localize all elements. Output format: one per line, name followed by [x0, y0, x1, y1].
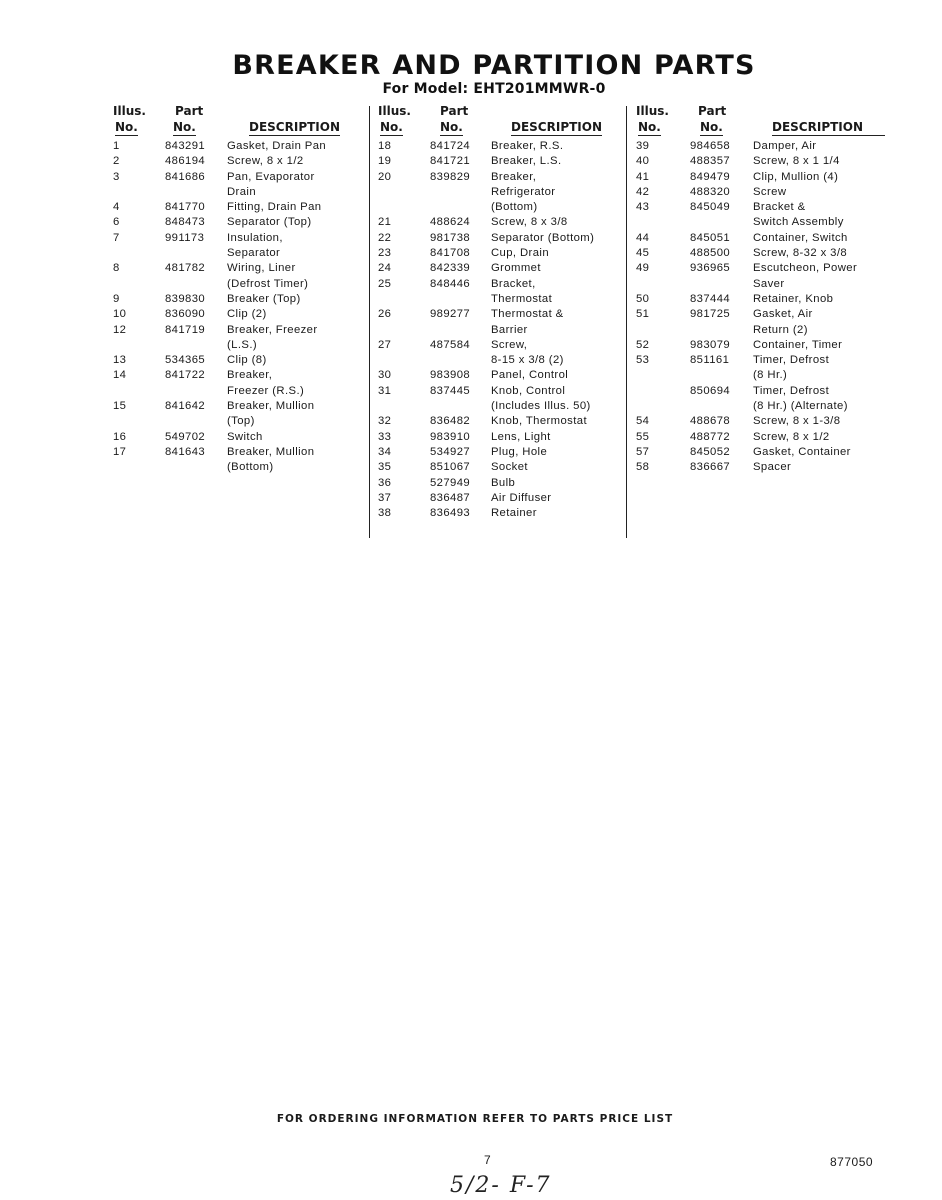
part-header-line1: Part [175, 104, 204, 118]
part-row [113, 215, 368, 230]
part-description: Pan, Evaporator [227, 170, 315, 183]
part-row [378, 231, 623, 246]
part-number: 845049 [690, 201, 731, 214]
illus-number: 16 [113, 430, 127, 443]
part-number: 845051 [690, 231, 731, 244]
part-header-line1: Part [440, 104, 469, 118]
part-row [636, 368, 896, 383]
part-row [378, 215, 623, 230]
part-description: Air Diffuser [491, 491, 552, 504]
part-row [113, 185, 368, 200]
part-description: Gasket, Air [753, 308, 813, 321]
part-description: (Defrost Timer) [227, 277, 309, 290]
part-description: Retainer [491, 507, 537, 520]
part-row [378, 445, 623, 460]
part-row [636, 231, 896, 246]
part-row [113, 338, 368, 353]
part-row [378, 292, 623, 307]
part-description: Timer, Defrost [753, 384, 830, 397]
part-number: 488772 [690, 430, 731, 443]
illus-number: 38 [378, 507, 392, 520]
part-row [378, 200, 623, 215]
illus-number: 8 [113, 262, 120, 275]
part-description: Knob, Thermostat [491, 415, 587, 428]
illus-number: 12 [113, 323, 127, 336]
description-header: DESCRIPTION [511, 120, 603, 134]
part-number: 841721 [430, 155, 471, 168]
column-header [636, 104, 896, 138]
part-row [113, 170, 368, 185]
part-description: Clip (8) [227, 354, 267, 367]
illus-number: 58 [636, 461, 650, 474]
illus-number: 21 [378, 216, 392, 229]
part-number: 837445 [430, 384, 471, 397]
part-description: Screw, 8 x 1-3/8 [753, 415, 841, 428]
description-header: DESCRIPTION [772, 120, 885, 136]
part-number: 981725 [690, 308, 731, 321]
part-number: 836487 [430, 491, 471, 504]
part-number: 841708 [430, 247, 471, 260]
parts-column-1 [113, 104, 368, 476]
illus-header-line2: No. [115, 120, 138, 134]
part-number: 981738 [430, 231, 471, 244]
part-row [378, 154, 623, 169]
illus-header-line1: Illus. [636, 104, 669, 118]
part-description: Saver [753, 277, 785, 290]
part-description: Grommet [491, 262, 541, 275]
part-description: Bracket & [753, 201, 806, 214]
part-row [378, 185, 623, 200]
illus-number: 20 [378, 170, 392, 183]
part-row [113, 353, 368, 368]
parts-list [113, 139, 368, 476]
part-row [113, 231, 368, 246]
part-description: 8-15 x 3/8 (2) [491, 354, 564, 367]
part-description: Timer, Defrost [753, 354, 830, 367]
part-row [113, 200, 368, 215]
part-description: Thermostat [491, 292, 553, 305]
part-description: (Bottom) [491, 201, 538, 214]
part-description: Lens, Light [491, 430, 551, 443]
illus-number: 57 [636, 445, 650, 458]
parts-column-2 [378, 104, 623, 521]
part-number: 841642 [165, 400, 206, 413]
parts-list [378, 139, 623, 521]
column-divider [369, 106, 370, 538]
part-row [636, 307, 896, 322]
illus-number: 19 [378, 155, 392, 168]
part-number: 488624 [430, 216, 471, 229]
illus-number: 3 [113, 170, 120, 183]
part-description: Container, Timer [753, 338, 843, 351]
part-number: 836482 [430, 415, 471, 428]
illus-number: 31 [378, 384, 392, 397]
part-number: 534365 [165, 354, 206, 367]
illus-number: 13 [113, 354, 127, 367]
part-number: 488500 [690, 247, 731, 260]
illus-number: 25 [378, 277, 392, 290]
part-row [113, 154, 368, 169]
part-row [636, 399, 896, 414]
part-description: Gasket, Container [753, 445, 851, 458]
part-row [113, 246, 368, 261]
illus-number: 18 [378, 140, 392, 152]
part-row [378, 430, 623, 445]
part-row [378, 170, 623, 185]
part-number: 836493 [430, 507, 471, 520]
illus-number: 55 [636, 430, 650, 443]
document-number: 877050 [830, 1155, 874, 1169]
part-number: 849479 [690, 170, 731, 183]
part-row [636, 185, 896, 200]
part-description: Clip (2) [227, 308, 267, 321]
illus-number: 32 [378, 415, 392, 428]
illus-number: 45 [636, 247, 650, 260]
part-number: 850694 [690, 384, 731, 397]
part-description: Damper, Air [753, 140, 817, 152]
part-description: Socket [491, 461, 528, 474]
illus-number: 40 [636, 155, 650, 168]
illus-number: 35 [378, 461, 392, 474]
part-row [378, 476, 623, 491]
part-row [113, 445, 368, 460]
part-description: Breaker, L.S. [491, 155, 562, 168]
part-description: Screw, 8 x 1/2 [227, 155, 304, 168]
part-description: (8 Hr.) (Alternate) [753, 400, 848, 413]
illus-number: 30 [378, 369, 392, 382]
part-row [378, 414, 623, 429]
part-description: Separator [227, 247, 281, 260]
part-number: 984658 [690, 140, 731, 152]
part-row [636, 323, 896, 338]
page-title: BREAKER AND PARTITION PARTS [232, 50, 756, 81]
part-number: 836090 [165, 308, 206, 321]
part-row [636, 215, 896, 230]
part-number: 851161 [690, 354, 730, 367]
part-description: (Includes Illus. 50) [491, 400, 591, 413]
part-row [636, 292, 896, 307]
illus-number: 43 [636, 201, 650, 214]
illus-number: 26 [378, 308, 392, 321]
part-description: Thermostat & [491, 308, 564, 321]
part-row [636, 414, 896, 429]
part-number: 549702 [165, 430, 206, 443]
part-description: Breaker, Freezer [227, 323, 318, 336]
part-description: Knob, Control [491, 384, 566, 397]
illus-number: 4 [113, 201, 120, 214]
part-number: 841719 [165, 323, 206, 336]
parts-column-3 [636, 104, 896, 476]
part-number: 527949 [430, 476, 471, 489]
part-number: 936965 [690, 262, 731, 275]
part-number: 983910 [430, 430, 471, 443]
part-description: Fitting, Drain Pan [227, 201, 322, 214]
part-row [113, 430, 368, 445]
illus-number: 50 [636, 292, 650, 305]
part-row [113, 139, 368, 154]
illus-number: 7 [113, 231, 120, 244]
part-description: Screw, 8 x 1/2 [753, 430, 830, 443]
part-description: Drain [227, 185, 256, 198]
part-description: (Top) [227, 415, 255, 428]
part-description: (Bottom) [227, 461, 274, 474]
part-description: Breaker, Mullion [227, 400, 315, 413]
part-number: 841643 [165, 445, 206, 458]
part-header-line2: No. [440, 120, 463, 134]
part-row [378, 323, 623, 338]
part-row [113, 414, 368, 429]
illus-number: 6 [113, 216, 120, 229]
part-row [636, 261, 896, 276]
part-number: 486194 [165, 155, 206, 168]
part-header-line2: No. [700, 120, 723, 134]
illus-header-line1: Illus. [113, 104, 146, 118]
part-description: Bulb [491, 476, 516, 489]
part-number: 488678 [690, 415, 731, 428]
part-number: 841770 [165, 201, 206, 214]
ordering-note: FOR ORDERING INFORMATION REFER TO PARTS PRICE LIST [276, 1113, 674, 1125]
illus-number: 17 [113, 445, 127, 458]
part-row [378, 353, 623, 368]
part-description: Gasket, Drain Pan [227, 140, 327, 152]
part-description: Screw, 8 x 1 1/4 [753, 155, 840, 168]
part-description: Screw, 8-32 x 3/8 [753, 247, 848, 260]
part-description: Clip, Mullion (4) [753, 170, 839, 183]
part-row [636, 430, 896, 445]
illus-number: 33 [378, 430, 392, 443]
part-description: (8 Hr.) [753, 369, 788, 382]
model-subtitle: For Model: EHT201MMWR-0 [382, 81, 606, 97]
part-description: Freezer (R.S.) [227, 384, 305, 397]
part-row [113, 399, 368, 414]
illus-number: 44 [636, 231, 650, 244]
illus-number: 27 [378, 338, 392, 351]
part-row [378, 460, 623, 475]
part-number: 534927 [430, 445, 471, 458]
part-number: 845052 [690, 445, 731, 458]
illus-header-line1: Illus. [378, 104, 411, 118]
part-description: Cup, Drain [491, 247, 549, 260]
part-row [378, 261, 623, 276]
part-row [636, 445, 896, 460]
part-row [113, 460, 368, 475]
illus-number: 22 [378, 231, 392, 244]
illus-header-line2: No. [638, 120, 661, 134]
part-description: Refrigerator [491, 185, 556, 198]
part-row [378, 338, 623, 353]
part-description: Breaker (Top) [227, 292, 301, 305]
illus-number: 41 [636, 170, 650, 183]
illus-number: 9 [113, 292, 120, 305]
part-description: Barrier [491, 323, 528, 336]
part-description: Switch Assembly [753, 216, 844, 229]
part-number: 989277 [430, 308, 471, 321]
part-number: 843291 [165, 140, 206, 152]
part-row [636, 139, 896, 154]
part-row [636, 170, 896, 185]
part-description: Bracket, [491, 277, 536, 290]
part-description: (L.S.) [227, 338, 258, 351]
part-row [378, 139, 623, 154]
part-description: Container, Switch [753, 231, 848, 244]
illus-number: 42 [636, 185, 650, 198]
part-number: 841722 [165, 369, 206, 382]
part-description: Escutcheon, Power [753, 262, 858, 275]
part-description: Plug, Hole [491, 445, 548, 458]
part-description: Separator (Bottom) [491, 231, 595, 244]
illus-number: 14 [113, 369, 127, 382]
illus-number: 1 [113, 140, 120, 152]
part-description: Breaker, [227, 369, 273, 382]
part-row [636, 154, 896, 169]
part-number: 851067 [430, 461, 471, 474]
part-description: Switch [227, 430, 263, 443]
part-number: 839830 [165, 292, 206, 305]
part-number: 488357 [690, 155, 731, 168]
illus-number: 49 [636, 262, 650, 275]
part-row [378, 307, 623, 322]
part-row [378, 384, 623, 399]
part-row [113, 368, 368, 383]
part-description: Breaker, R.S. [491, 140, 564, 152]
part-row [378, 491, 623, 506]
part-number: 481782 [165, 262, 206, 275]
illus-number: 53 [636, 354, 650, 367]
part-number: 487584 [430, 338, 471, 351]
part-row [378, 277, 623, 292]
illus-number: 15 [113, 400, 127, 413]
part-number: 991173 [165, 231, 205, 244]
illus-number: 10 [113, 308, 127, 321]
part-row [378, 246, 623, 261]
part-row [113, 384, 368, 399]
column-header [113, 104, 368, 138]
illus-number: 36 [378, 476, 392, 489]
part-row [378, 399, 623, 414]
part-number: 841724 [430, 140, 471, 152]
part-row [113, 261, 368, 276]
part-row [636, 246, 896, 261]
column-divider [626, 106, 627, 538]
part-description: Screw, [491, 338, 528, 351]
part-row [636, 277, 896, 292]
part-number: 488320 [690, 185, 731, 198]
handwritten-note: 5/2- F-7 [450, 1173, 552, 1198]
illus-header-line2: No. [380, 120, 403, 134]
part-row [113, 323, 368, 338]
part-number: 842339 [430, 262, 471, 275]
part-description: Panel, Control [491, 369, 569, 382]
page-number: 7 [484, 1153, 491, 1167]
part-row [113, 292, 368, 307]
illus-number: 37 [378, 491, 392, 504]
part-description: Screw [753, 185, 787, 198]
part-number: 983908 [430, 369, 471, 382]
part-description: Separator (Top) [227, 216, 312, 229]
part-number: 836667 [690, 461, 731, 474]
illus-number: 52 [636, 338, 650, 351]
description-header: DESCRIPTION [249, 120, 341, 134]
part-row [378, 368, 623, 383]
part-row [636, 200, 896, 215]
illus-number: 24 [378, 262, 392, 275]
part-description: Breaker, [491, 170, 537, 183]
part-description: Screw, 8 x 3/8 [491, 216, 568, 229]
illus-number: 39 [636, 140, 650, 152]
column-header [378, 104, 623, 138]
illus-number: 54 [636, 415, 650, 428]
part-row [378, 506, 623, 521]
part-row [636, 338, 896, 353]
part-number: 983079 [690, 338, 731, 351]
part-row [636, 353, 896, 368]
illus-number: 34 [378, 445, 392, 458]
parts-list [636, 139, 896, 476]
part-row [113, 277, 368, 292]
part-description: Spacer [753, 461, 792, 474]
part-header-line2: No. [173, 120, 196, 134]
part-description: Wiring, Liner [227, 262, 296, 275]
illus-number: 51 [636, 308, 650, 321]
part-row [636, 460, 896, 475]
part-number: 841686 [165, 170, 206, 183]
illus-number: 2 [113, 155, 120, 168]
part-description: Retainer, Knob [753, 292, 834, 305]
part-number: 837444 [690, 292, 731, 305]
part-row [113, 307, 368, 322]
part-number: 848473 [165, 216, 206, 229]
part-header-line1: Part [698, 104, 727, 118]
part-description: Breaker, Mullion [227, 445, 315, 458]
part-description: Return (2) [753, 323, 808, 336]
part-number: 839829 [430, 170, 471, 183]
part-description: Insulation, [227, 231, 283, 244]
part-number: 848446 [430, 277, 471, 290]
part-row [636, 384, 896, 399]
illus-number: 23 [378, 247, 392, 260]
